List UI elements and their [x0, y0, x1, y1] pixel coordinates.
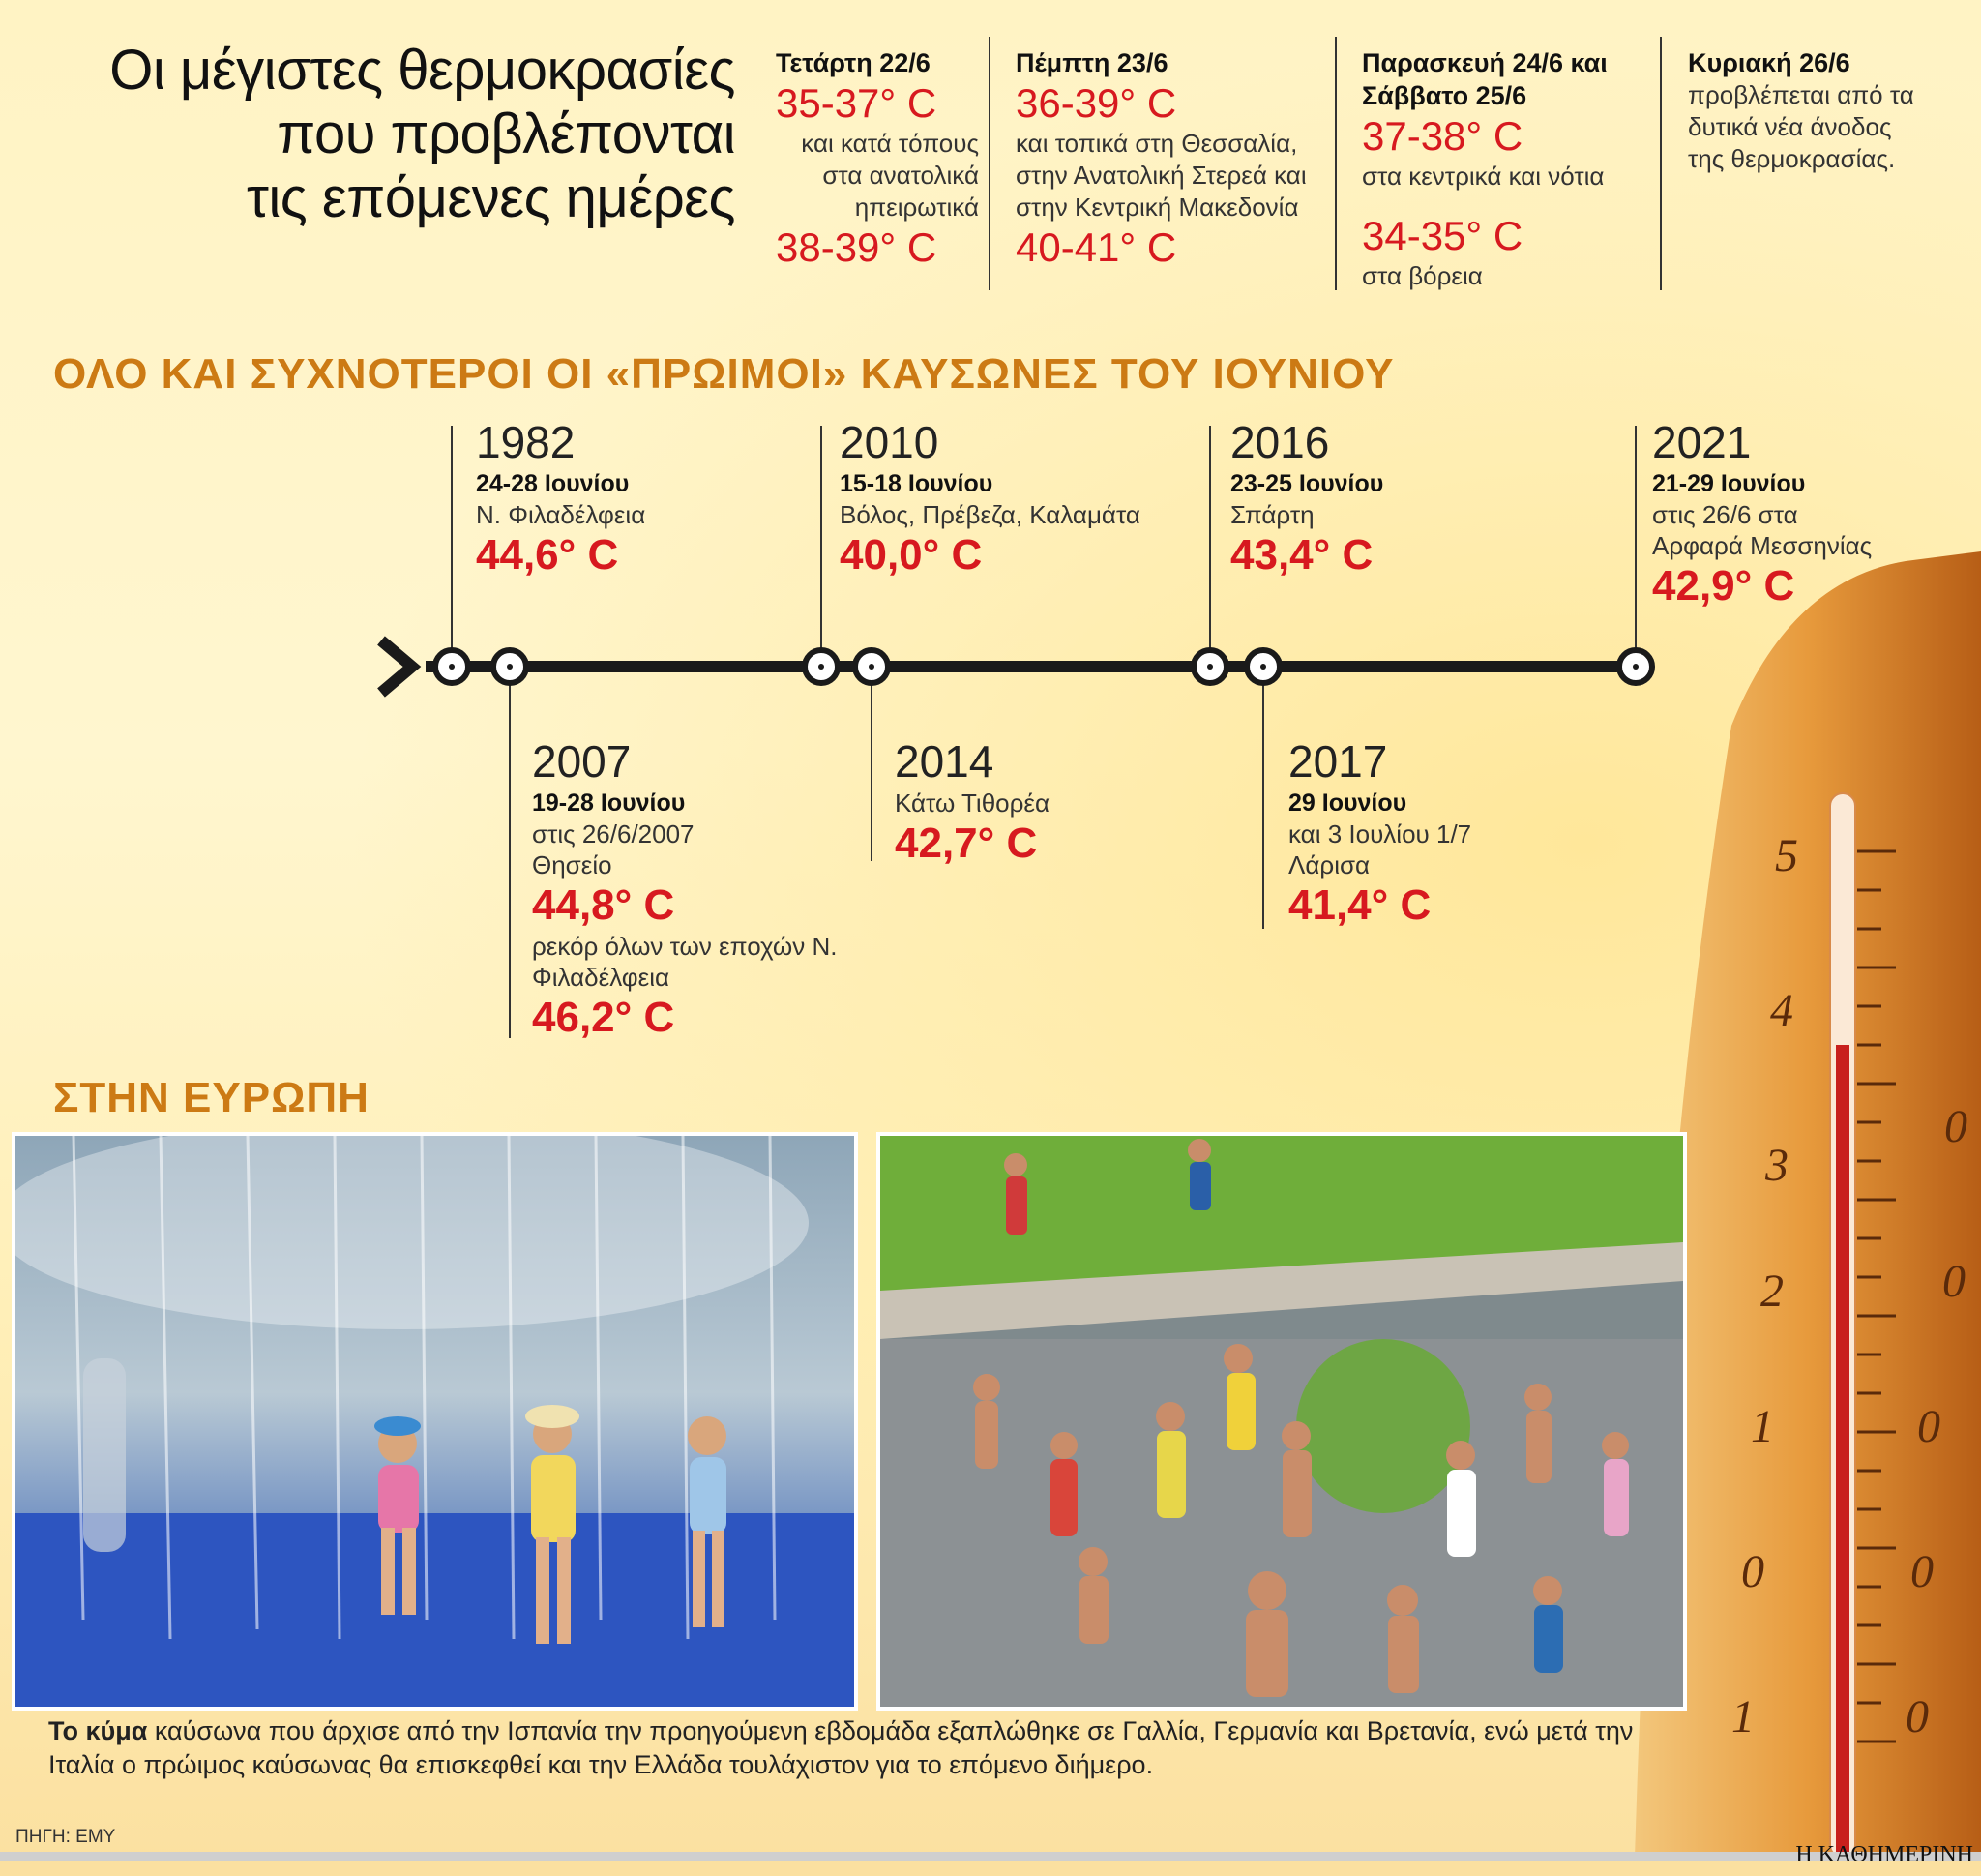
event-temp-record: 46,2° C: [532, 994, 675, 1041]
forecast-friday-saturday: [1362, 46, 1642, 292]
timeline-node-2014: [852, 647, 891, 686]
event-place: Ν. Φιλαδέλφεια: [476, 500, 646, 529]
event-dates: 23-25 Ιουνίου: [1230, 470, 1384, 497]
event-2010: [840, 416, 1188, 581]
event-temp: 42,9° C: [1652, 562, 1795, 610]
timeline-node-2010: [802, 647, 841, 686]
europe-title: ΣΤΗΝ ΕΥΡΩΠΗ: [53, 1074, 370, 1121]
event-year: 2016: [1230, 417, 1330, 467]
title-line: που προβλέπονται: [277, 103, 735, 165]
connector-2014: [871, 682, 872, 861]
photo-fountain-image: [15, 1136, 854, 1707]
timeline-node-2017: [1244, 647, 1283, 686]
forecast-thursday: [1016, 46, 1316, 272]
thermometer-number: 1: [1731, 1691, 1755, 1742]
forecast-day: Τετάρτη 22/6: [776, 48, 931, 77]
photo-plaza-image: [880, 1136, 1683, 1707]
event-2017: [1288, 735, 1482, 931]
event-place: Σπάρτη: [1230, 500, 1315, 529]
photo-fountain-children: [12, 1132, 858, 1711]
thermometer-number: 0: [1944, 1101, 1967, 1152]
forecast-desc: και τοπικά στη Θεσσαλία, στην Ανατολική Στερεά και στην Κεντρική Μακεδονία: [1016, 129, 1307, 222]
timeline-arrow-icon: [370, 629, 428, 706]
event-year: 1982: [476, 417, 576, 467]
event-year: 2007: [532, 736, 632, 787]
timeline-node-2021: [1616, 647, 1655, 686]
forecast-desc: στα κεντρικά και νότια: [1362, 162, 1605, 191]
title-line: Οι μέγιστες θερμοκρασίες: [109, 39, 735, 102]
timeline-node-2016: [1191, 647, 1229, 686]
forecast-temp: 34-35° C: [1362, 213, 1523, 258]
event-1982: [476, 416, 785, 581]
event-temp: 44,8° C: [532, 881, 675, 929]
thermometer-number: 0: [1942, 1256, 1966, 1307]
footer-bar: [0, 1852, 1981, 1861]
forecast-desc: στα βόρεια: [1362, 261, 1483, 290]
event-place: και 3 Ιουλίου 1/7 Λάρισα: [1288, 819, 1472, 879]
connector-2017: [1262, 682, 1264, 929]
event-place: στις 26/6 στα Αρφαρά Μεσσηνίας: [1652, 500, 1873, 560]
forecast-temp: 35-37° C: [776, 80, 937, 126]
forecast-wednesday: [776, 46, 979, 272]
forecast-sunday: [1688, 46, 1930, 175]
event-2007: [532, 735, 851, 1043]
brand-logo: Η ΚΑΘΗΜΕΡΙΝΗ: [1795, 1842, 1973, 1867]
event-dates: 15-18 Ιουνίου: [840, 470, 993, 497]
thermometer-number: 5: [1775, 830, 1798, 881]
forecast-temp: 37-38° C: [1362, 113, 1523, 159]
event-dates: 29 Ιουνίου: [1288, 789, 1407, 817]
event-temp: 44,6° C: [476, 531, 619, 579]
forecast-day: Πέμπτη 23/6: [1016, 48, 1168, 77]
forecast-temp: 38-39° C: [776, 224, 937, 270]
timeline-node-1982: [432, 647, 471, 686]
event-place: στις 26/6/2007 Θησείο: [532, 819, 695, 879]
divider: [1335, 37, 1337, 290]
connector-2021: [1635, 426, 1637, 648]
divider: [1660, 37, 1662, 290]
event-year: 2017: [1288, 736, 1388, 787]
europe-caption: [48, 1714, 1635, 1782]
forecast-desc: και κατά τόπους στα ανατολικά ηπειρωτικά: [801, 129, 979, 222]
caption-bold: Το κύμα: [48, 1716, 148, 1745]
forecast-temp: 40-41° C: [1016, 224, 1177, 270]
event-year: 2021: [1652, 417, 1752, 467]
forecast-day: Κυριακή 26/6: [1688, 48, 1850, 77]
forecast-temp: 36-39° C: [1016, 80, 1177, 126]
event-temp: 41,4° C: [1288, 881, 1432, 929]
thermometer-number: 0: [1741, 1546, 1764, 1597]
thermometer-number: 2: [1760, 1266, 1784, 1317]
timeline-axis: [426, 661, 1635, 672]
thermometer-number: 1: [1751, 1401, 1774, 1452]
event-year: 2010: [840, 417, 939, 467]
event-2014: [895, 735, 1185, 869]
event-2021: [1652, 416, 1904, 611]
event-year: 2014: [895, 736, 994, 787]
event-dates: 19-28 Ιουνίου: [532, 789, 686, 817]
timeline-title: ΟΛΟ ΚΑΙ ΣΥΧΝΟΤΕΡΟΙ ΟΙ «ΠΡΩΙΜΟΙ» ΚΑΥΣΩΝΕΣ ΤΟΥ ΙΟΥΝΙΟΥ: [53, 350, 1395, 398]
thermometer-number: 4: [1770, 985, 1793, 1036]
source-label: ΠΗΓΗ: ΕΜΥ: [15, 1827, 116, 1847]
page-title: [39, 39, 735, 230]
connector-1982: [451, 426, 453, 648]
forecast-day: Παρασκευή 24/6 και Σάββατο 25/6: [1362, 48, 1608, 110]
divider: [989, 37, 990, 290]
caption-text: καύσωνα που άρχισε από την Ισπανία την προηγούμενη εβδομάδα εξαπλώθηκε σε Γαλλία, Γερμανία και Βρετανία, ενώ μετά την Ιταλία ο πρώιμος καύσωνας θα επισκεφθεί και την Ελλάδα τουλάχιστον για το επόμενο διήμερο.: [48, 1716, 1634, 1779]
forecast-desc: προβλέπεται από τα δυτικά νέα άνοδος της θερμοκρασίας.: [1688, 80, 1914, 173]
thermometer-number: 0: [1910, 1546, 1934, 1597]
event-temp: 40,0° C: [840, 531, 983, 579]
connector-2007: [509, 682, 511, 1038]
event-temp: 42,7° C: [895, 819, 1038, 867]
event-note: ρεκόρ όλων των εποχών Ν. Φιλαδέλφεια: [532, 932, 838, 992]
event-dates: 21-29 Ιουνίου: [1652, 470, 1806, 497]
event-dates: 24-28 Ιουνίου: [476, 470, 630, 497]
thermometer-number: 0: [1917, 1401, 1940, 1452]
thermometer-number: 3: [1765, 1140, 1789, 1191]
event-temp: 43,4° C: [1230, 531, 1374, 579]
event-place: Βόλος, Πρέβεζα, Καλαμάτα: [840, 500, 1140, 529]
connector-2016: [1209, 426, 1211, 648]
photo-plaza-crowd: [876, 1132, 1687, 1711]
title-line: τις επόμενες ημέρες: [246, 166, 735, 229]
thermometer-number: 0: [1906, 1691, 1929, 1742]
connector-2010: [820, 426, 822, 648]
timeline-node-2007: [490, 647, 529, 686]
event-place: Κάτω Τιθορέα: [895, 789, 1050, 818]
event-2016: [1230, 416, 1521, 581]
